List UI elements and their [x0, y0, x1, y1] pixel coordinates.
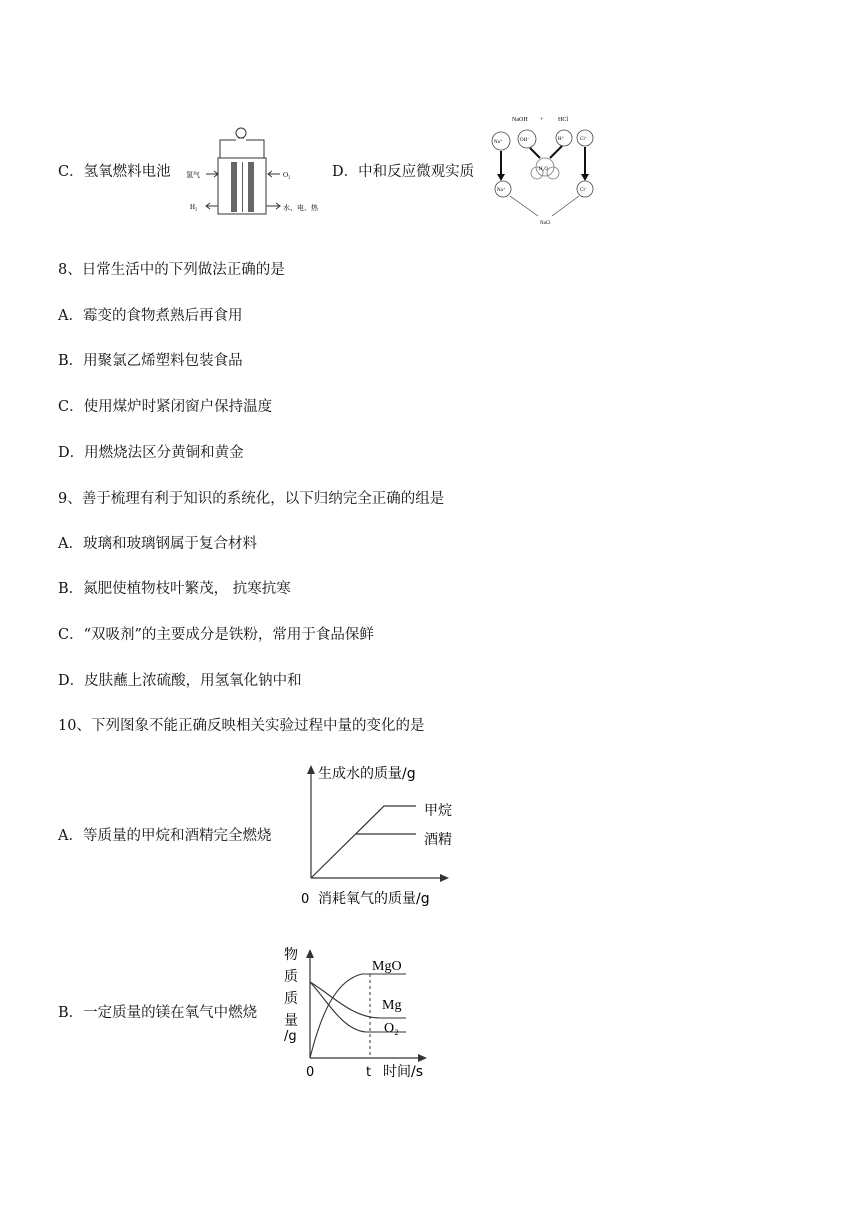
q10-option-b: B．一定质量的镁在氧气中燃烧: [58, 1005, 258, 1021]
svg-text:Cl⁻: Cl⁻: [580, 188, 588, 193]
q8-option-d: D．用燃烧法区分黄铜和黄金: [58, 445, 244, 461]
graph-a: [296, 760, 466, 912]
svg-text:+: +: [540, 117, 544, 123]
svg-text:H₂: H₂: [190, 203, 198, 211]
graph-b-ylabel-4: 量: [284, 1013, 298, 1029]
svg-text:O₂: O₂: [283, 171, 291, 179]
svg-text:Na⁺: Na⁺: [494, 140, 503, 145]
svg-text:H₂O: H₂O: [539, 167, 548, 172]
series-mg-label: Mg: [382, 998, 402, 1013]
graph-b-origin: 0: [306, 1065, 315, 1080]
option-d-label: D．中和反应微观实质: [332, 164, 475, 180]
series-o2-label: O₂: [384, 1021, 399, 1036]
graph-a-ylabel: 生成水的质量/g: [318, 766, 416, 782]
series-methane-line: [311, 806, 416, 878]
q9-option-c: C．“双吸剂”的主要成分是铁粉，常用于食品保鲜: [58, 627, 374, 643]
graph-b-ylabel-2: 质: [284, 969, 298, 985]
svg-text:H⁺: H⁺: [558, 137, 565, 142]
graph-b: [282, 940, 442, 1085]
q10-option-a: A．等质量的甲烷和酒精完全燃烧: [58, 828, 272, 844]
q9-option-d: D．皮肤蘸上浓硫酸，用氢氧化钠中和: [58, 673, 302, 689]
graph-b-ylabel-1: 物: [284, 947, 298, 963]
graph-b-t-mark: t: [366, 1065, 372, 1080]
q8-option-a: A．霉变的食物煮熟后再食用: [58, 308, 243, 324]
graph-b-ylabel-5: /g: [284, 1029, 297, 1044]
q9-stem: 9、善于梳理有利于知识的系统化，以下归纳完全正确的组是: [58, 491, 445, 507]
graph-a-origin: 0: [301, 892, 310, 907]
svg-text:NaOH: NaOH: [512, 117, 528, 123]
graph-b-ylabel-3: 质: [284, 991, 298, 1007]
graph-a-xlabel: 消耗氧气的质量/g: [318, 891, 430, 907]
series-mgo-label: MgO: [372, 959, 402, 974]
q8-option-c: C．使用煤炉时紧闭窗户保持温度: [58, 399, 273, 415]
q9-option-b: B．氮肥使植物枝叶繁茂， 抗寒抗寒: [58, 581, 291, 597]
svg-text:HCl: HCl: [558, 117, 569, 123]
q9-option-a: A．玻璃和玻璃钢属于复合材料: [58, 536, 257, 552]
svg-text:氢气: 氢气: [186, 171, 200, 179]
bulb-icon: [236, 128, 246, 138]
series-methane-label: 甲烷: [424, 803, 452, 819]
svg-text:Cl⁻: Cl⁻: [580, 137, 588, 142]
svg-text:OH⁻: OH⁻: [520, 138, 530, 143]
q10-stem: 10、下列图象不能正确反映相关实验过程中量的变化的是: [58, 718, 425, 734]
neutralization-diagram: [488, 112, 608, 228]
option-c-label: C．氢氧燃料电池: [58, 164, 171, 180]
q8-stem: 8、日常生活中的下列做法正确的是: [58, 262, 285, 278]
q8-option-b: B．用聚氯乙烯塑料包装食品: [58, 353, 243, 369]
svg-text:水、电、热: 水、电、热: [283, 204, 318, 212]
fuel-cell-diagram: [180, 124, 330, 216]
graph-b-xlabel: 时间/s: [383, 1064, 424, 1080]
svg-text:NaCl: NaCl: [540, 221, 551, 226]
series-mgo-curve: [310, 974, 406, 1058]
series-alcohol-label: 酒精: [424, 832, 452, 848]
svg-text:Na⁺: Na⁺: [497, 188, 506, 193]
